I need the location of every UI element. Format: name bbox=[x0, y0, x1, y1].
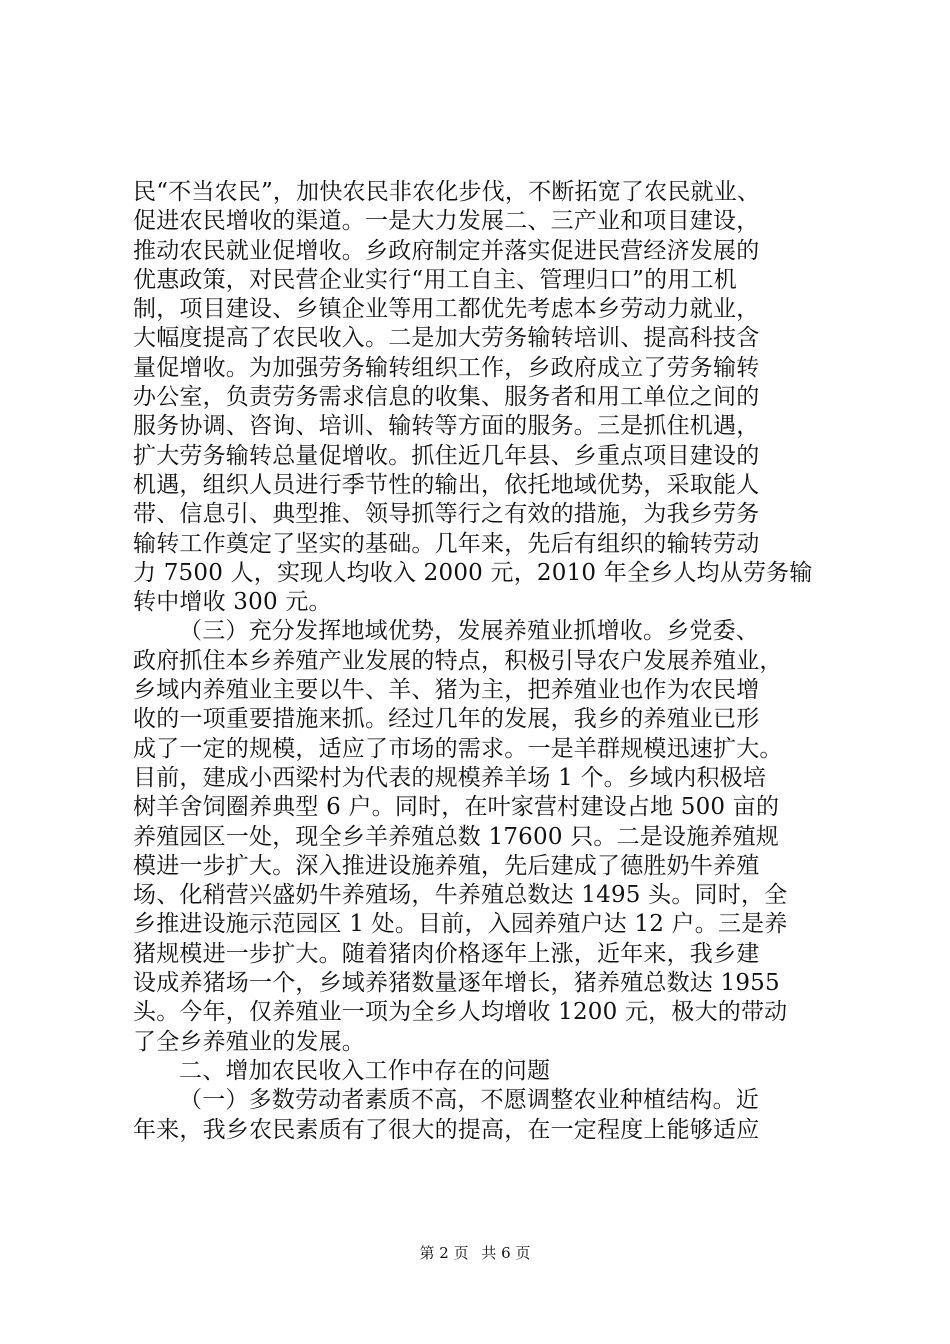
text-line: 民“不当农民”，加快农民非农化步伐，不断拓宽了农民就业、 bbox=[133, 179, 761, 205]
page-footer bbox=[0, 1243, 950, 1263]
text-line: 乡域内养殖业主要以牛、羊、猪为主，把养殖业也作为农民增 bbox=[133, 677, 760, 704]
text-line: 制，项目建设、乡镇企业等用工都优先考虑本乡劳动力就业， bbox=[133, 296, 760, 323]
text-line: 设成养猪场一个，乡域养猪数量逐年增长，猪养殖总数达 1955 bbox=[133, 970, 780, 997]
text-line: 乡推进设施示范园区 1 处。目前，入园养殖户达 12 户。三是养 bbox=[133, 911, 788, 938]
text-line: 转中增收 300 元。 bbox=[133, 589, 332, 616]
text-line: 促进农民增收的渠道。一是大力发展二、三产业和项目建设， bbox=[133, 208, 760, 235]
text-line: 政府抓住本乡养殖产业发展的特点，积极引导农户发展养殖业， bbox=[133, 647, 783, 674]
text-line: 年来，我乡农民素质有了很大的提高，在一定程度上能够适应 bbox=[133, 1116, 760, 1143]
text-line: 大幅度提高了农民收入。二是加大劳务输转培训、提高科技含 bbox=[133, 325, 760, 352]
page-number: 第 2 页 bbox=[419, 1244, 469, 1262]
text-line: 目前，建成小西梁村为代表的规模养羊场 1 个。乡域内积极培 bbox=[133, 764, 767, 791]
text-line: 扩大劳务输转总量促增收。抓住近几年县、乡重点项目建设的 bbox=[133, 442, 760, 469]
text-line: 场、化稍营兴盛奶牛养殖场，牛养殖总数达 1495 头。同时，全 bbox=[133, 882, 788, 909]
text-line: 服务协调、咨询、培训、输转等方面的服务。三是抓住机遇， bbox=[133, 413, 760, 440]
text-line: 优惠政策，对民营企业实行“用工自主、管理归口”的用工机 bbox=[133, 266, 737, 293]
text-line: 了全乡养殖业的发展。 bbox=[133, 1028, 365, 1055]
section-heading: 二、增加农民收入工作中存在的问题 bbox=[179, 1057, 551, 1084]
text-line: 推动农民就业促增收。乡政府制定并落实促进民营经济发展的 bbox=[133, 237, 760, 264]
text-line: 成了一定的规模，适应了市场的需求。一是羊群规模迅速扩大。 bbox=[133, 735, 783, 762]
text-line: 量促增收。为加强劳务输转组织工作，乡政府成立了劳务输转 bbox=[133, 354, 760, 381]
paragraph-start-line: （一）多数劳动者素质不高，不愿调整农业种植结构。近 bbox=[179, 1087, 759, 1114]
text-line: 收的一项重要措施来抓。经过几年的发展，我乡的养殖业已形 bbox=[133, 706, 760, 733]
paragraph-start-line: （三）充分发挥地域优势，发展养殖业抓增收。乡党委、 bbox=[179, 618, 759, 645]
text-line: 带、信息引、典型推、领导抓等行之有效的措施，为我乡劳务 bbox=[133, 501, 760, 528]
text-line: 头。今年，仅养殖业一项为全乡人均增收 1200 元，极大的带动 bbox=[133, 999, 788, 1026]
text-line: 养殖园区一处，现全乡羊养殖总数 17600 只。二是设施养殖规 bbox=[133, 823, 779, 850]
text-line: 力 7500 人，实现人均收入 2000 元，2010 年全乡人均从劳务输 bbox=[133, 559, 813, 586]
text-line: 猪规模进一步扩大。随着猪肉价格逐年上涨，近年来，我乡建 bbox=[133, 940, 760, 967]
text-line: 机遇，组织人员进行季节性的输出，依托地域优势，采取能人 bbox=[133, 471, 760, 498]
page-total: 共 6 页 bbox=[481, 1244, 531, 1262]
text-line: 树羊舍饲圈养典型 6 户。同时，在叶家营村建设占地 500 亩的 bbox=[133, 794, 780, 821]
text-line: 模进一步扩大。深入推进设施养殖，先后建成了德胜奶牛养殖 bbox=[133, 852, 760, 879]
text-line: 输转工作奠定了坚实的基础。几年来，先后有组织的输转劳动 bbox=[133, 530, 760, 557]
text-line: 办公室，负责劳务需求信息的收集、服务者和用工单位之间的 bbox=[133, 384, 760, 411]
document-body bbox=[133, 178, 833, 1145]
